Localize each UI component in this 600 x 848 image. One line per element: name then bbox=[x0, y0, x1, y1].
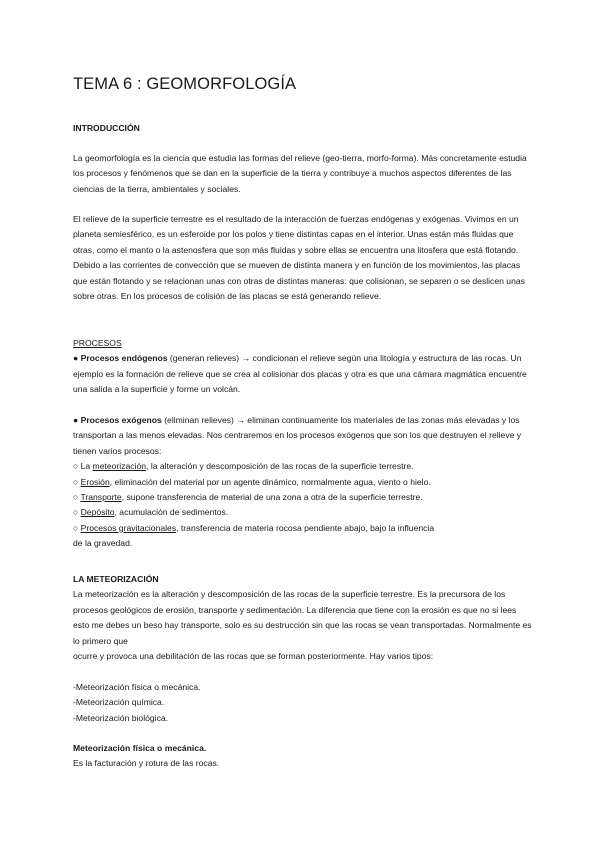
meteorizacion-paragraph-tail: ocurre y provoca una debilitación de las rocas que se forman posteriormente. Hay varios tipos: bbox=[73, 651, 434, 662]
list-item bbox=[73, 521, 533, 536]
meteorizacion-type: -Meteorización física o mecánica. bbox=[73, 682, 201, 692]
intro-paragraph-2-wrap bbox=[73, 212, 533, 304]
list-item-term: Erosión bbox=[80, 476, 110, 487]
circle-bullet-icon: ○ bbox=[73, 522, 79, 533]
circle-bullet-icon: ○ bbox=[73, 461, 79, 472]
meteorizacion-paragraph: La meteorización es la alteración y descomposición de las rocas de la superficie terrestre. Es la precursora de los procesos geológicos de erosión, transporte y sedimentación. La diferencia que tiene con la erosión es que no si lees esto me debes un beso hay transporte, solo es su destrucción sin que las rocas se vean transportadas. Normalmente es lo primero que bbox=[73, 589, 532, 646]
list-item bbox=[73, 490, 533, 505]
list-item-term: Depósito bbox=[80, 507, 115, 518]
intro-section bbox=[73, 121, 533, 136]
list-item-term: Transporte bbox=[80, 492, 122, 503]
exogenos-paragraph bbox=[73, 413, 533, 459]
intro-paragraph-2: El relieve de la superficie terrestre es el resultado de la interacción de fuerzas endógenas y exógenas. Vivimos en un planeta semiesférico, es un esferoide por los polos y tiene distintas capas en el interior. Unas están más fluidas que otras, como el manto o la astenosfera que son más fluidas y sobre ellas se encuentra una litosfera que está flotando. Debido a las corrientes de convección que se mueven de distinta manera y en función de los movimientos, las placas que están flotando y se relacionan unas con otras de distintas maneras: que colisionan, se separen o se deslicen unas sobre otras. En los procesos de colisión de las placas se está generando relieve. bbox=[73, 214, 525, 302]
list-item-text: , eliminación del material por un agente dinámico, normalmente agua, viento o hielo. bbox=[109, 476, 431, 487]
meteorizacion-type: -Meteorización química. bbox=[73, 697, 165, 708]
bullet-icon: ● bbox=[73, 415, 79, 425]
bullet-icon: ● bbox=[73, 353, 79, 364]
fisica-section bbox=[73, 741, 533, 772]
intro-paragraph-1: La geomorfología es la ciencia que estudia las formas del relieve (geo-tierra, morfo-forma). Más concretamente estudia los procesos y fenómenos que se dan en la superficie de la tierra y contribuye a muchos aspectos diferentes de las ciencias de la tierra, ambientales y sociales. bbox=[73, 153, 527, 194]
arrow-icon: → bbox=[241, 353, 251, 364]
meteorizacion-section bbox=[73, 572, 533, 664]
procesos-heading: PROCESOS bbox=[73, 338, 122, 348]
fisica-heading: Meteorización física o mecánica. bbox=[73, 743, 207, 753]
endogenos-paren: (generan relieves) bbox=[169, 353, 240, 364]
page-title: TEMA 6 : GEOMORFOLOGÍA bbox=[73, 75, 297, 93]
list-item-text: , la alteración y descomposición de las rocas de la superficie terrestre. bbox=[146, 461, 414, 472]
meteorizacion-heading: LA METEORIZACIÓN bbox=[73, 574, 159, 584]
list-item-term: meteorización bbox=[92, 461, 147, 472]
meteorizacion-types bbox=[73, 680, 533, 726]
meteorizacion-type: -Meteorización biológica. bbox=[73, 712, 169, 723]
exogenos-text: eliminan continuamente los materiales de las zonas más elevadas y los transportan a las menos elevadas. Nos centraremos en los procesos exógenos que son los que destruyen el relieve y tienen varios procesos: bbox=[73, 415, 522, 456]
intro-heading: INTRODUCCIÓN bbox=[73, 123, 140, 133]
endogenos-paragraph bbox=[73, 351, 533, 397]
list-item-text: , transferencia de materia rocosa pendiente abajo, bajo la influencia bbox=[176, 522, 435, 533]
exogenos-term: Procesos exógenos bbox=[80, 415, 162, 425]
list-item-prefix: La bbox=[80, 461, 93, 472]
list-item bbox=[73, 475, 533, 490]
list-item-text: , acumulación de sedimentos. bbox=[114, 507, 229, 518]
exogenos-paren: (eliminan relieves) bbox=[164, 415, 234, 425]
intro-paragraph-1-wrap bbox=[73, 151, 533, 197]
list-item-term: Procesos gravitacionales bbox=[80, 522, 177, 533]
arrow-icon: → bbox=[236, 415, 245, 425]
endogenos-text: condicionan el relieve según una litología y estructura de las rocas. Un ejemplo es la formación de relieve que se crea al colisionar dos placas y otra es que una cámara magmática encuentre una salida a la superficie y forme un volcán. bbox=[73, 353, 527, 395]
list-tail: de la gravedad. bbox=[73, 538, 133, 549]
list-item bbox=[73, 505, 533, 520]
circle-bullet-icon: ○ bbox=[73, 492, 79, 503]
endogenos-term: Procesos endógenos bbox=[80, 353, 168, 364]
fisica-paragraph: Es la facturación y rotura de las rocas. bbox=[73, 758, 220, 769]
circle-bullet-icon: ○ bbox=[73, 507, 79, 518]
list-item bbox=[73, 459, 533, 474]
exogenos-section bbox=[73, 413, 533, 552]
procesos-section bbox=[73, 336, 533, 398]
list-item-text: , supone transferencia de material de una zona a otra de la superficie terrestre. bbox=[121, 492, 423, 503]
circle-bullet-icon: ○ bbox=[73, 476, 79, 487]
